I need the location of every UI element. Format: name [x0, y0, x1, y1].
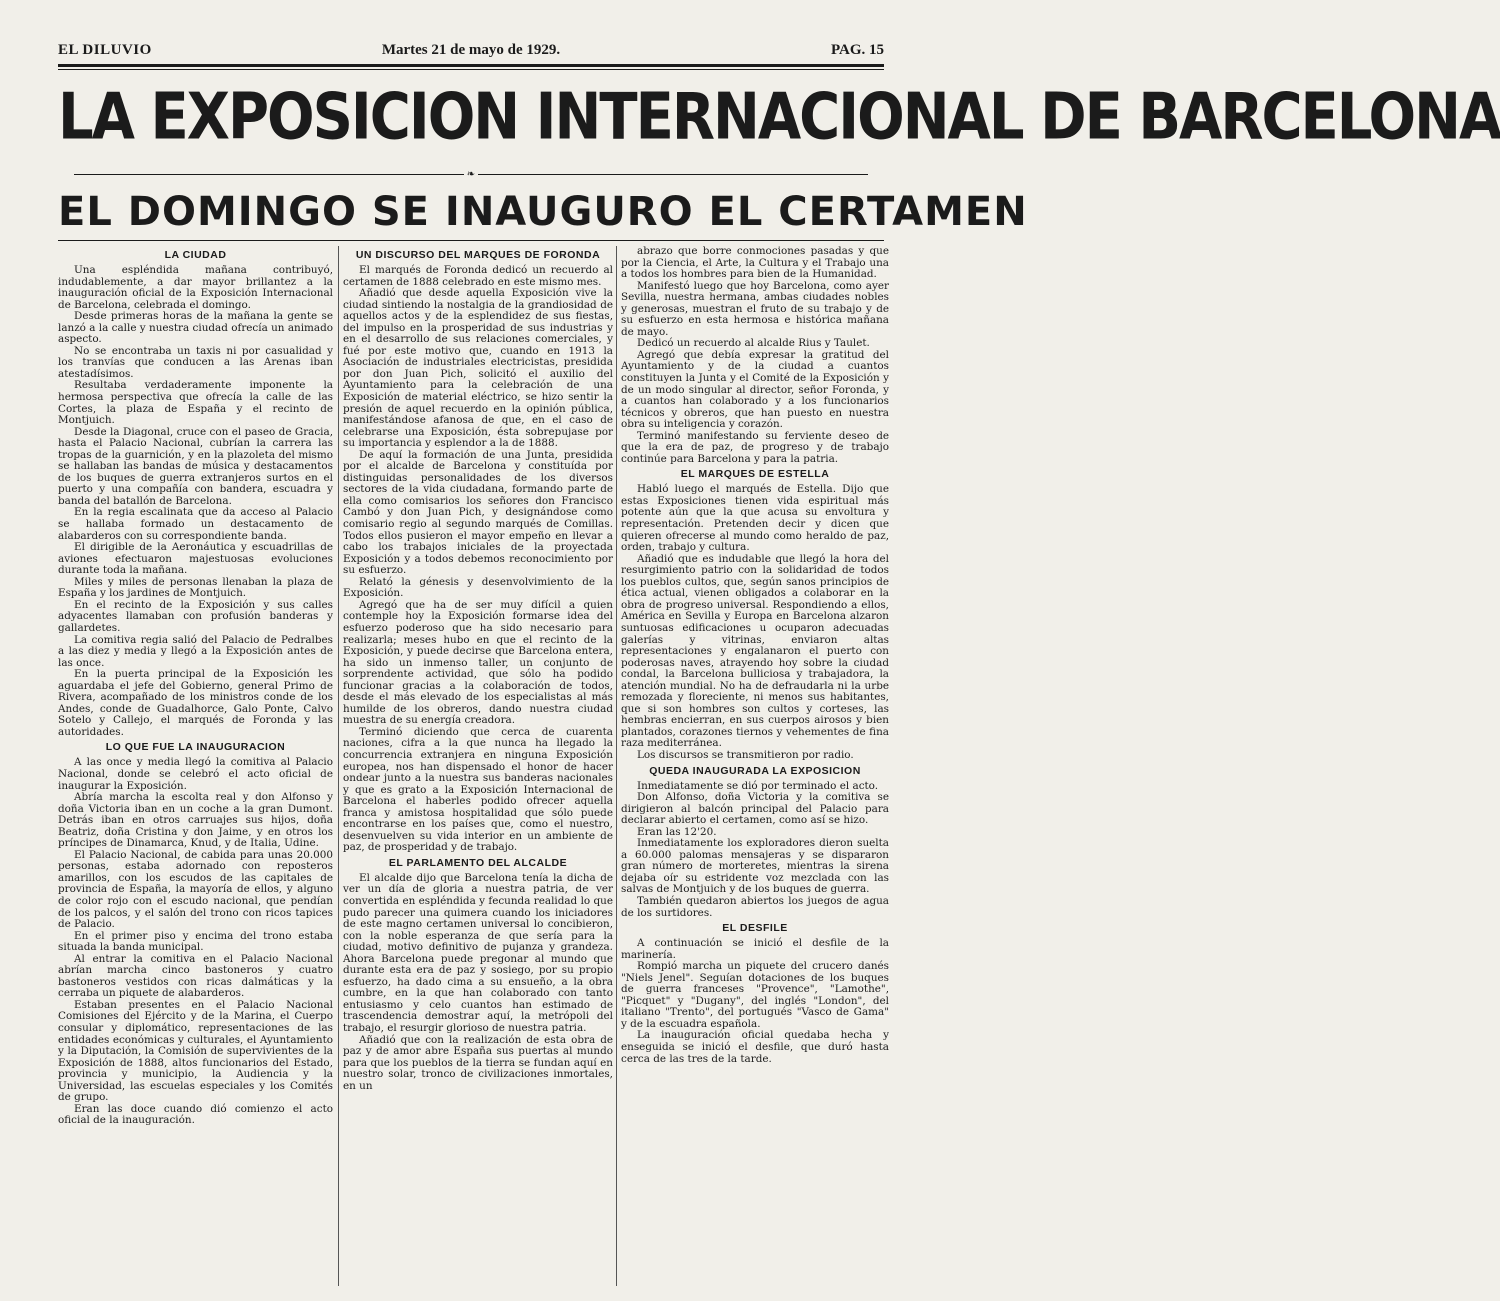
section-heading: QUEDA INAUGURADA LA EXPOSICION: [649, 764, 861, 777]
article-paragraph: De aquí la formación de una Junta, presidida por el alcalde de Barcelona y constituída por distinguidas personalidades de los diversos sectores de la vida ciudadana, formando parte de ella como comisarios los señores don Francisco Cambó y don Juan Pich, y designándose como comisario regio al segundo marqués de Comillas. Todos ellos pusieron el mayor empeño en llevar a cabo los trabajos iniciales de la proyectada Exposición y a todos debemos reconocimiento por su esfuerzo.: [343, 448, 613, 577]
ornament-icon: ❧: [466, 169, 476, 180]
article-paragraph: A continuación se inició el desfile de la marinería.: [621, 937, 889, 961]
article-paragraph: El Palacio Nacional, de cabida para unas 20.000 personas, estaba adornado con reposteros amarillos, con los escudos de las capitales de provincia de España, la mayoría de ellos, y alguno de color rojo con el escudo nacional, que pendían de los palcos, y el salón del trono con ricos tapices de Palacio.: [58, 848, 333, 931]
section-heading: EL PARLAMENTO DEL ALCALDE: [388, 856, 568, 869]
page-header: [58, 42, 884, 66]
article-paragraph: Inmediatamente se dió por terminado el acto.: [637, 779, 879, 792]
article-paragraph: La inauguración oficial quedaba hecha y enseguida se inició el desfile, que duró hasta cerca de las tres de la tarde.: [621, 1029, 889, 1065]
header-rule: [58, 64, 884, 67]
article-paragraph: Agregó que ha de ser muy difícil a quien contemple hoy la Exposición formarse idea del esfuerzo poderoso que ha sido necesario para realizarla; meses hubo en que el recinto de la Exposición, y puede decirse que Barcelona entera, ha sido un inmenso taller, un conjunto de sorprendente actividad, que sólo ha podido funcionar gracias a la colaboración de todos, desde el más elevado de los especialistas al más humilde de los obreros, dando nuestra ciudad muestra de su energía creadora.: [343, 598, 613, 727]
article-paragraph: Miles y miles de personas llenaban la plaza de España y los jardines de Montjuich.: [58, 575, 333, 600]
section-heading: EL DESFILE: [722, 922, 788, 935]
article-paragraph: Don Alfonso, doña Victoria y la comitiva se dirigieron al balcón principal del Palacio para declarar abierto el certamen, como así se hizo.: [621, 791, 889, 827]
article-paragraph: En el primer piso y encima del trono estaba situada la banda municipal.: [58, 929, 333, 954]
article-subtitle: EL DOMINGO SE INAUGURO EL CERTAMEN: [58, 189, 1028, 235]
article-paragraph: Añadió que con la realización de esta obra de paz y de amor abre España sus puertas al mundo para que los pueblos de la tierra se fundan aquí en nuestro solar, tronco de civilizaciones inmortales, en un: [343, 1033, 613, 1092]
article-paragraph: Desde la Diagonal, cruce con el paseo de Gracia, hasta el Palacio Nacional, cubrían la carrera las tropas de la guarnición, y en la plazoleta del mismo se hallaban las bandas de música y destacamentos de los buques de guerra extranjeros surtos en el puerto y una compañía con bandera, escuadra y banda del batallón de Barcelona.: [58, 425, 333, 507]
article-paragraph: El dirigible de la Aeronáutica y escuadrillas de aviones efectuaron majestuosas evoluciones durante toda la mañana.: [58, 541, 333, 577]
article-paragraph: En la puerta principal de la Exposición les aguardaba el jefe del Gobierno, general Primo de Rivera, acompañado de los ministros conde de los Andes, conde de Guadalhorce, Galo Ponte, Calvo Sotelo y Callejo, el marqués de Foronda y las autoridades.: [58, 668, 333, 738]
article-paragraph: Inmediatamente los exploradores dieron suelta a 60.000 palomas mensajeras y se dispararon gran número de morteretes, mientras la sirena dejaba oír su estridente voz mezclada con las salvas de Montjuich y de los buques de guerra.: [621, 837, 889, 896]
article-paragraph: Resultaba verdaderamente imponente la hermosa perspectiva que ofrecía la calle de las Cortes, la plaza de España y el recinto de Montjuich.: [58, 379, 333, 427]
article-paragraph: Eran las 12'20.: [637, 825, 717, 838]
article-paragraph: Terminó diciendo que cerca de cuarenta naciones, cifra a la que nunca ha llegado la concurrencia extranjera en ninguna Exposición europea, nos han dispensado el honor de hacer ondear junto a la nuestra sus banderas nacionales y que es grato a la Exposición Internacional de Barcelona el haberles podido ofrecer aquella franca y amistosa hospitalidad que sólo puede encontrarse en los países que, como el nuestro, desenvuelven su vida interior en un ambiente de paz, de prosperidad y de trabajo.: [343, 725, 613, 854]
article-column-2: [343, 246, 613, 1286]
article-paragraph: No se encontraba un taxis ni por casualidad y los tranvías que conducen a las Arenas iban atestadísimos.: [58, 344, 333, 380]
article-paragraph: El marqués de Foronda dedicó un recuerdo al certamen de 1888 celebrado en este mismo mes.: [343, 264, 613, 288]
article-paragraph: En el recinto de la Exposición y sus calles adyacentes llamaban con profusión banderas y gallardetes.: [58, 598, 333, 634]
article-paragraph: Dedicó un recuerdo al alcalde Rius y Taulet.: [637, 337, 870, 350]
article-paragraph: Desde primeras horas de la mañana la gente se lanzó a la calle y nuestra ciudad ofrecía un animado aspecto.: [58, 310, 333, 346]
article-paragraph: Habló luego el marqués de Estella. Dijo que estas Exposiciones tienen vida espiritual más potente aún que la que acusa su envoltura y representación. Pretenden decir y dicen que quieren ofrecerse al mundo como heraldo de paz, orden, trabajo y cultura.: [621, 483, 889, 554]
article-paragraph: Abría marcha la escolta real y don Alfonso y doña Victoria iban en un coche a la gran Dumont. Detrás iban en otros carruajes sus hijos, doña Beatriz, doña Cristina y don Jaime, y en otros los príncipes de Dinamarca, Knud, y de Italia, Udine.: [58, 791, 333, 850]
article-paragraph: Los discursos se transmitieron por radio.: [637, 748, 854, 761]
header-rule-thin: [58, 69, 884, 70]
article-paragraph: Estaban presentes en el Palacio Nacional Comisiones del Ejército y de la Marina, el Cuerpo consular y diplomático, representaciones de las entidades económicas y culturales, el Ayuntamiento y la Diputación, la Comisión de supervivientes de la Exposición de 1888, altos funcionarios del Estado, provincia y municipio, la Audiencia y la Universidad, las escuelas especiales y los Comités de grupo.: [58, 998, 333, 1104]
article-paragraph: Rompió marcha un piquete del crucero danés "Niels Jenel". Seguían dotaciones de los buques de guerra franceses "Provence", "Lamothe", "Picquet" y "Dugany", del inglés "London", del italiano "Trento", del portugués "Vasco de Gama" y de la escuadra española.: [621, 960, 889, 1030]
article-paragraph: Relató la génesis y desenvolvimiento de la Exposición.: [343, 575, 613, 600]
section-heading: EL MARQUES DE ESTELLA: [680, 468, 830, 481]
article-paragraph: Eran las doce cuando dió comienzo el acto oficial de la inauguración.: [58, 1102, 333, 1127]
article-column-3: [621, 246, 889, 1286]
article-paragraph: Manifestó luego que hoy Barcelona, como ayer Sevilla, nuestra hermana, ambas ciudades nobles y generosas, muestran el fruto de su trabajo y de su esfuerzo en esta hermosa e histórica mañana de mayo.: [621, 279, 889, 338]
article-paragraph: También quedaron abiertos los juegos de agua de los surtidores.: [621, 894, 889, 919]
article-paragraph: La comitiva regia salió del Palacio de Pedralbes a las diez y media y llegó a la Exposición antes de las once.: [58, 633, 333, 669]
column-divider: [616, 246, 617, 1286]
ornament-divider: [58, 170, 884, 180]
section-heading: UN DISCURSO DEL MARQUES DE FORONDA: [355, 249, 601, 261]
column-divider: [338, 246, 339, 1286]
article-paragraph: Una espléndida mañana contribuyó, indudablemente, a dar mayor brillantez a la inauguración oficial de la Exposición Internacional de Barcelona, celebrada el domingo.: [58, 264, 333, 311]
issue-date: Martes 21 de mayo de 1929.: [381, 42, 561, 58]
article-paragraph: El alcalde dijo que Barcelona tenía la dicha de ver un día de gloria a nuestra patria, de ver convertida en espléndida y fecunda realidad lo que pudo parecer una quimera cuando los iniciadores de este magno certamen universal lo concibieron, con la noble esperanza de que sería para la ciudad, motivo definitivo de pujanza y grandeza. Ahora Barcelona puede pregonar al mundo que durante esta era de paz y sosiego, por su propio esfuerzo, ha dado cima a su ensueño, a la obra cumbre, en la que han colaborado con tanto entusiasmo y celo cuantos han estimado de trascendencia demostrar aquí, la metrópoli del trabajo, el resurgir glorioso de nuestra patria.: [343, 871, 613, 1034]
masthead-title: LA EXPOSICION INTERNACIONAL DE BARCELONA: [58, 80, 1500, 155]
columns-top-rule: [58, 240, 884, 241]
article-paragraph: Agregó que debía expresar la gratitud del Ayuntamiento y de la ciudad a cuantos constituyen la Junta y el Comité de la Exposición y de un modo singular al director, señor Foronda, y a cuantos han colaborado y a los funcionarios técnicos y obreros, que han puesto en nuestra obra su inteligencia y corazón.: [621, 348, 889, 431]
section-heading: LA CIUDAD: [164, 249, 227, 261]
page-number: PAG. 15: [830, 42, 884, 58]
article-paragraph: Añadió que es indudable que llegó la hora del resurgimiento patrio con la solidaridad de todos los pueblos cultos, que, según sanos principios de ética actual, vienen obligados a colaborar en la obra de progreso universal. Respondiendo a ellos, América en Sevilla y Europa en Barcelona alzaron suntuosas edificaciones u ocuparon adecuadas galerías y vitrinas, enviaron altas representaciones y engalanaron el puerto con poderosas naves, atrayendo hoy sobre la ciudad condal, la Barcelona bulliciosa y trabajadora, la atención mundial. No ha de defraudarla ni la urbe remozada y floreciente, ni menos sus habitantes, que si son hombres son cultos y corteses, las hembras encierran, en sus cuerpos airosos y bien plantados, corazones tiernos y vehementes de fina raza mediterránea.: [621, 552, 889, 750]
article-paragraph: Al entrar la comitiva en el Palacio Nacional abrían marcha cinco bastoneros y cuatro bastoneros vestidos con ricas dalmáticas y la cerraba un piquete de alabarderos.: [58, 952, 333, 1000]
article-column-1: [58, 246, 333, 1286]
article-paragraph: Añadió que desde aquella Exposición vive la ciudad sintiendo la nostalgia de la grandiosidad de aquellos actos y de la esplendidez de sus fiestas, del impulso en la prosperidad de sus industrias y en el desarrollo de sus relaciones comerciales, y fué por este motivo que, cuando en 1913 la Asociación de industriales electricistas, presidida por don Juan Pich, solicitó el auxilio del Ayuntamiento para la celebración de una Exposición de material eléctrico, se hizo sentir la presión de aquel recuerdo en la opinión pública, manifestándose afanosa de que, en el caso de celebrarse una Exposición, ésta sobrepujase por su importancia y esplendor a la de 1888.: [343, 287, 613, 450]
article-paragraph: En la regia escalinata que da acceso al Palacio se hallaba formado un destacamento de alabarderos con su correspondiente banda.: [58, 506, 333, 542]
article-paragraph: Terminó manifestando su ferviente deseo de que la era de paz, de progreso y de trabajo continúe para Barcelona y para la patria.: [621, 429, 889, 465]
article-paragraph: A las once y media llegó la comitiva al Palacio Nacional, donde se celebró el acto oficial de inaugurar la Exposición.: [58, 756, 333, 792]
article-paragraph: abrazo que borre conmociones pasadas y que por la Ciencia, el Arte, la Cultura y el Trabajo una a todos los hombres para bien de la Humanidad.: [621, 245, 889, 281]
section-heading: LO QUE FUE LA INAUGURACION: [105, 741, 286, 754]
newspaper-name: EL DILUVIO: [58, 42, 152, 58]
